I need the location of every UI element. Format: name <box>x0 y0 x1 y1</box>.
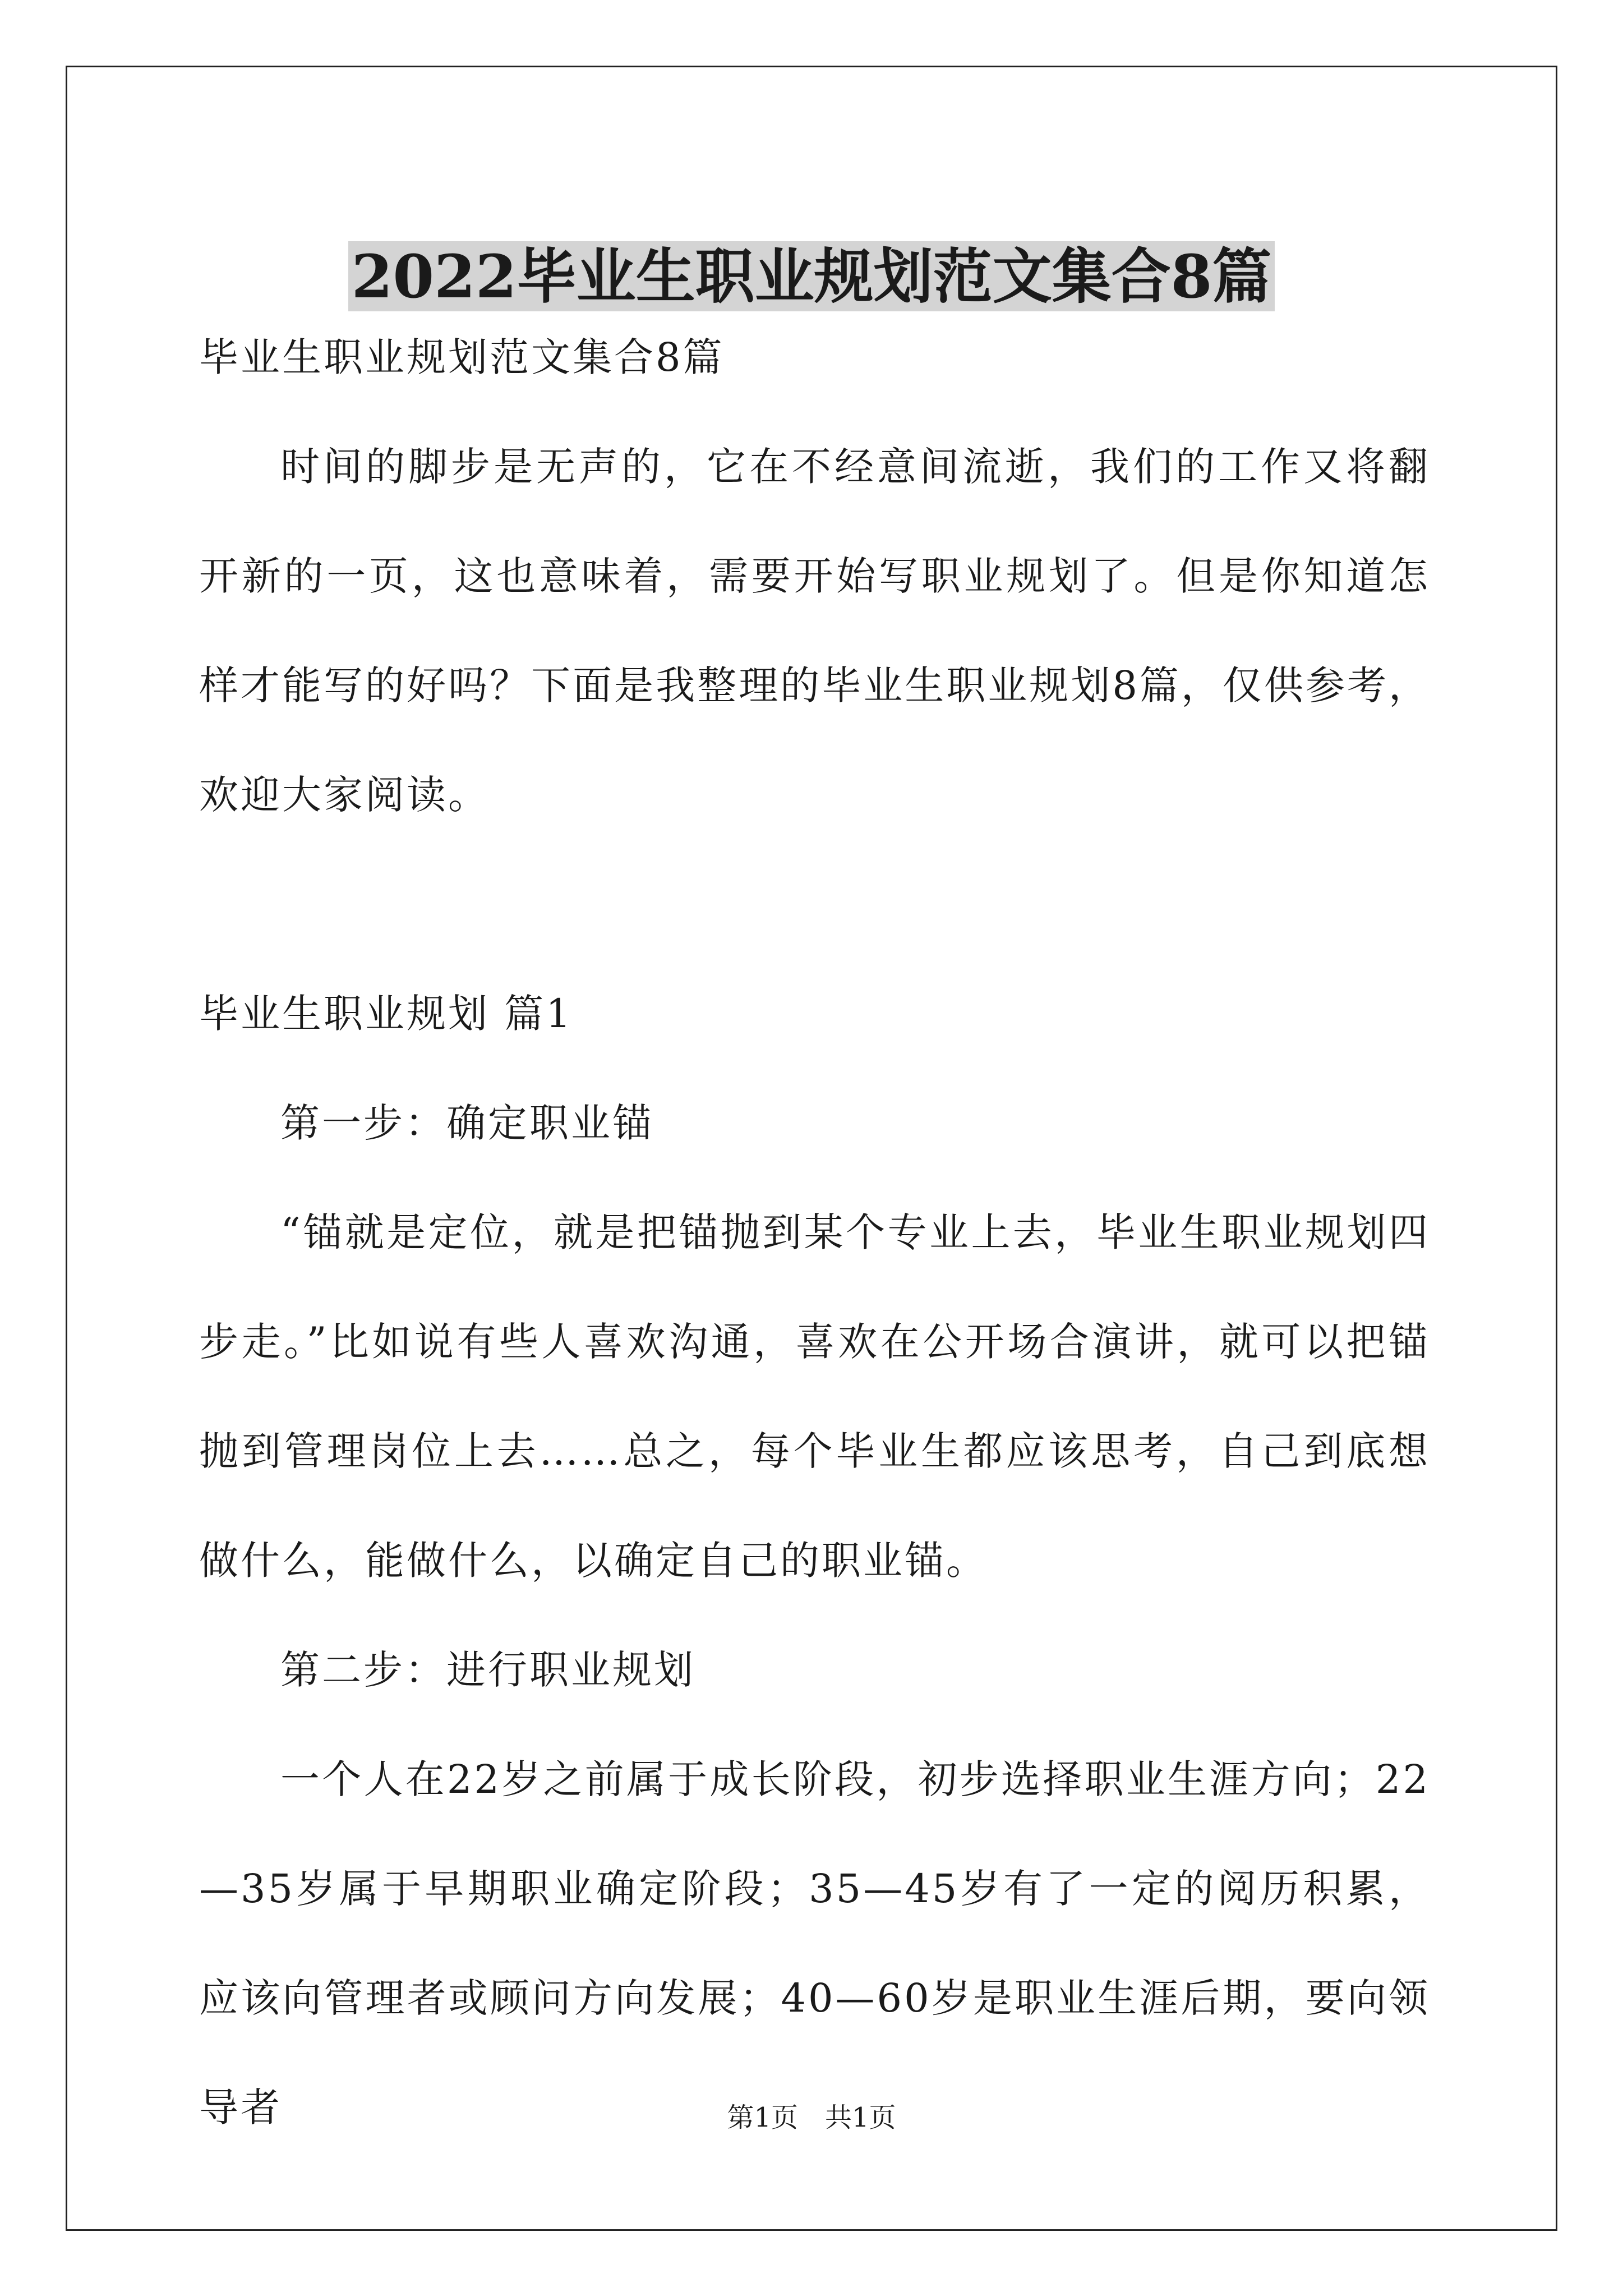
page-footer <box>0 2098 1623 2137</box>
step2-heading: 第二步：进行职业规划 <box>280 1647 695 1693</box>
page-number: 第1页 <box>727 2102 798 2133</box>
section-spacer <box>199 850 1430 959</box>
intro-paragraph: 时间的脚步是无声的，它在不经意间流逝，我们的工作又将翻开新的一页，这也意味着，需要开始写职业规划了。但是你知道怎样才能写的好吗？下面是我整理的毕业生职业规划8篇，仅供参考，欢迎大家阅读。 <box>199 444 1430 818</box>
page-total: 共1页 <box>825 2102 896 2133</box>
document-title-text: 2022毕业生职业规划范文集合8篇 <box>348 241 1275 311</box>
section-heading: 毕业生职业规划 篇1 <box>199 991 573 1037</box>
document-body <box>199 303 1430 2162</box>
step1-heading: 第一步：确定职业锚 <box>280 1100 654 1146</box>
document-subtitle: 毕业生职业规划范文集合8篇 <box>199 334 725 380</box>
step1-paragraph: “锚就是定位，就是把锚抛到某个专业上去，毕业生职业规划四步走。”比如说有些人喜欢沟通，喜欢在公开场合演讲，就可以把锚抛到管理岗位上去……总之，每个毕业生都应该思考，自己到底想做什么，能做什么，以确定自己的职业锚。 <box>199 1209 1430 1584</box>
step2-paragraph: 一个人在22岁之前属于成长阶段，初步选择职业生涯方向；22—35岁属于早期职业确定阶段；35—45岁有了一定的阅历积累，应该向管理者或顾问方向发展；40—60岁是职业生涯后期，要向领导者 <box>199 1756 1430 2131</box>
